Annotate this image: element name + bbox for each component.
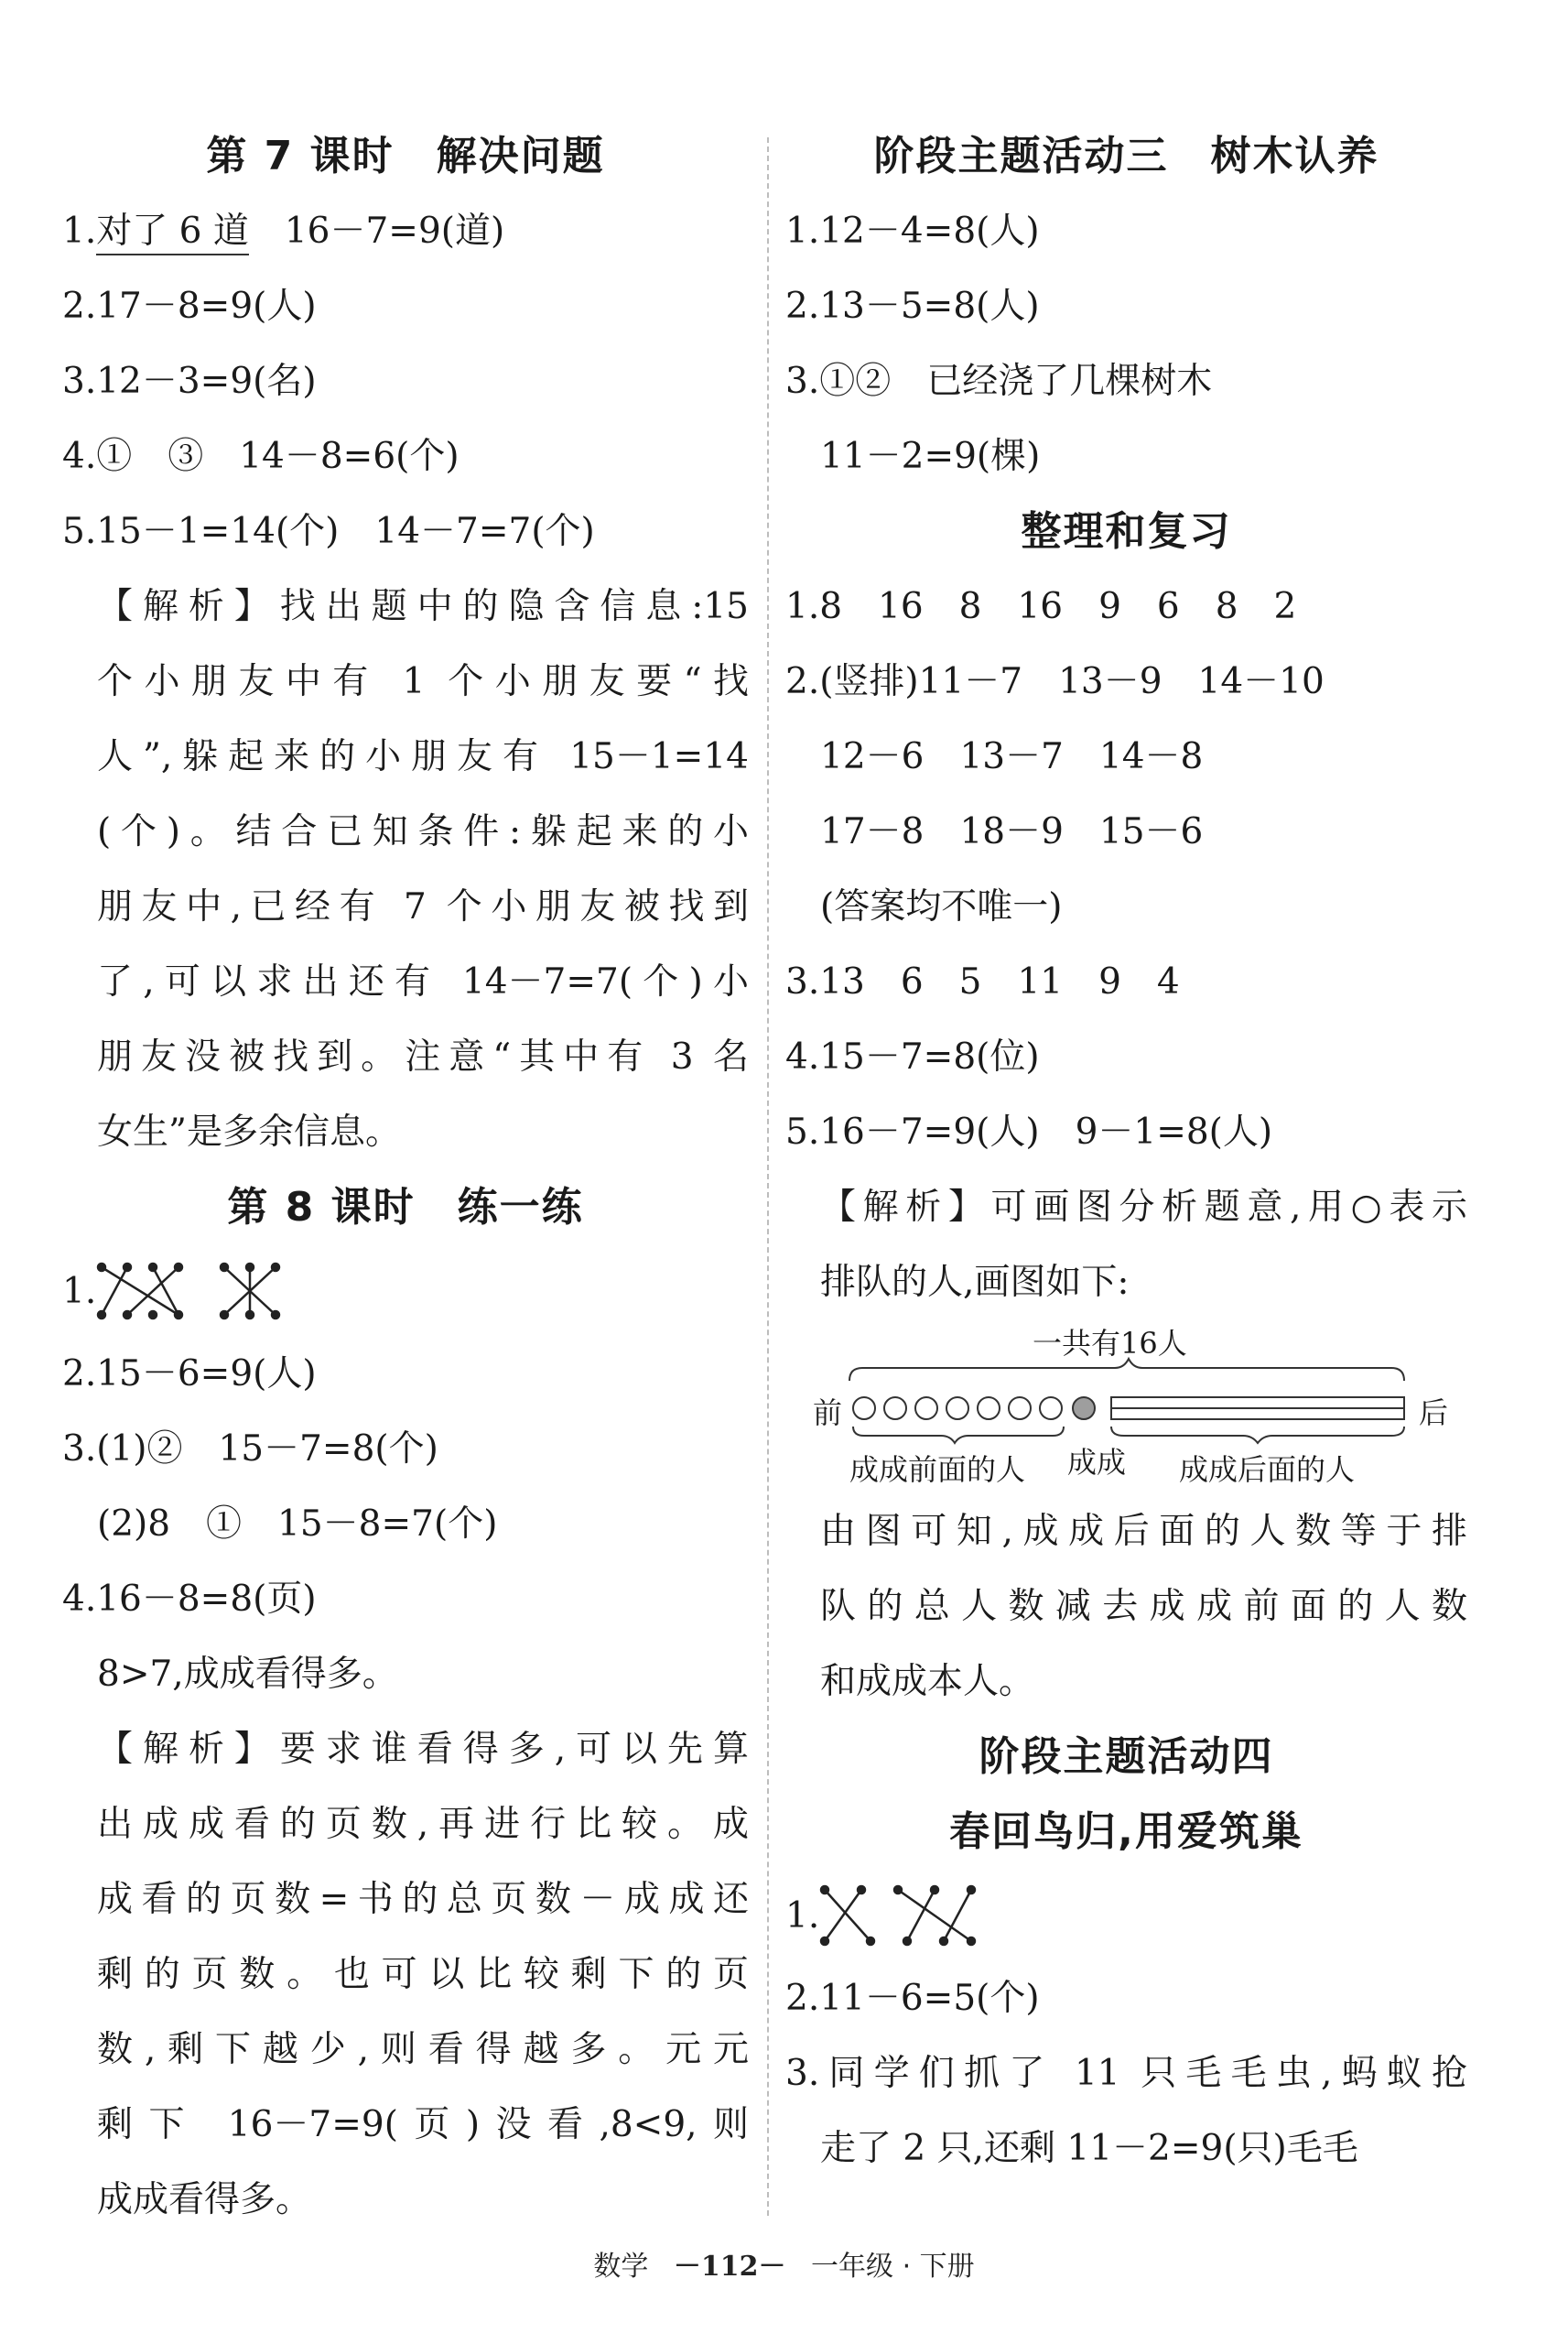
activity-4-answer-2: 2.11－6=5(个) bbox=[785, 1978, 1040, 2019]
review-answer-5: 5.16－7=9(人) 9－1=8(人) bbox=[785, 1112, 1273, 1153]
activity-4-heading: 阶段主题活动四 bbox=[979, 1733, 1274, 1780]
review-heading: 整理和复习 bbox=[1021, 508, 1232, 555]
analysis-line: 排队的人,画图如下: bbox=[820, 1262, 1130, 1303]
analysis-line: 数,剩下越少,则看得越多。元元 bbox=[97, 2029, 749, 2070]
analysis-line: 个小朋友中有 1 个小朋友要“找 bbox=[97, 661, 749, 702]
page-footer bbox=[0, 2243, 1568, 2284]
analysis-line: 剩下 16－7=9(页)没看,8<9,则 bbox=[97, 2104, 749, 2145]
back-label: 后 bbox=[1419, 1395, 1449, 1430]
analysis-line: 队的总人数减去成成前面的人数 bbox=[820, 1586, 1467, 1627]
answer-1: 1.对了 6 道 16－7=9(道) bbox=[62, 194, 749, 269]
activity-4-answer-3-cont: 走了 2 只,还剩 11－2=9(只)毛毛 bbox=[820, 2128, 1358, 2169]
review-answer-2d: (答案均不唯一) bbox=[820, 886, 1063, 928]
activity-answer-3: 3.①② 已经浇了几棵树木 bbox=[785, 361, 1213, 402]
analysis-line: 【解析】找出题中的隐含信息:15 bbox=[97, 586, 749, 627]
analysis-line: 由图可知,成成后面的人数等于排 bbox=[820, 1511, 1467, 1552]
activity-answer-2: 2.13－5=8(人) bbox=[785, 286, 1040, 327]
analysis-line: 出成成看的页数,再进行比较。成 bbox=[97, 1804, 749, 1845]
analysis-line: 了,可以求出还有 14－7=7(个)小 bbox=[97, 961, 749, 1003]
practice-answer-3a: 3.(1)② 15－7=8(个) bbox=[62, 1428, 438, 1470]
matching-answer-activity-4: 1. bbox=[785, 1870, 1467, 1961]
chengcheng-label: 成成 bbox=[1067, 1445, 1127, 1480]
footer-subject: 数学 bbox=[593, 2251, 649, 2283]
review-answer-2c: 17－8 18－9 15－6 bbox=[820, 811, 1204, 852]
total-label: 一共有16人 bbox=[1033, 1326, 1187, 1361]
analysis-line: 朋友中,已经有 7 个小朋友被找到 bbox=[97, 886, 749, 928]
review-answer-2b: 12－6 13－7 14－8 bbox=[820, 736, 1204, 777]
review-answer-4: 4.15－7=8(位) bbox=[785, 1036, 1040, 1078]
analysis-line: 人”,躲起来的小朋友有 15－1=14 bbox=[97, 736, 749, 777]
answer-4: 4.① ③ 14－8=6(个) bbox=[62, 436, 460, 477]
activity-3-heading: 阶段主题活动三 树木认养 bbox=[873, 133, 1379, 179]
page-number: －112－ bbox=[673, 2251, 786, 2283]
matching-answer-1: 1. bbox=[62, 1245, 749, 1337]
answer-5: 5.15－1=14(个) 14－7=7(个) bbox=[62, 511, 595, 552]
activity-answer-3b: 11－2=9(棵) bbox=[820, 436, 1041, 477]
analysis-line: 剩的页数。也可以比较剩下的页 bbox=[97, 1954, 749, 1995]
front-label: 前 bbox=[813, 1395, 843, 1430]
analysis-line: (个)。结合已知条件:躲起来的小 bbox=[97, 811, 749, 852]
right-column bbox=[785, 119, 1467, 2187]
practice-answer-4b: 8>7,成成看得多。 bbox=[97, 1654, 398, 1695]
footer-grade: 一年级 · 下册 bbox=[811, 2251, 975, 2283]
lesson-8-heading: 第 8 课时 练一练 bbox=[227, 1184, 584, 1231]
analysis-line: 【解析】要求谁看得多,可以先算 bbox=[97, 1729, 749, 1770]
analysis-line: 成看的页数=书的总页数－成成还 bbox=[97, 1879, 749, 1920]
review-answer-1: 1.8 16 8 16 9 6 8 2 bbox=[785, 586, 1297, 627]
activity-4-answer-3: 3.同学们抓了 11 只毛毛虫,蚂蚁抢 bbox=[785, 2053, 1467, 2094]
answer-3: 3.12－3=9(名) bbox=[62, 361, 317, 402]
analysis-line: 女生”是多余信息。 bbox=[97, 1112, 401, 1153]
practice-answer-2: 2.15－6=9(人) bbox=[62, 1353, 317, 1394]
activity-answer-1: 1.12－4=8(人) bbox=[785, 211, 1040, 252]
analysis-line: 成成看得多。 bbox=[97, 2179, 312, 2220]
analysis-line: 朋友没被找到。注意“其中有 3 名 bbox=[97, 1036, 749, 1078]
activity-4-subheading: 春回鸟归,用爱筑巢 bbox=[949, 1808, 1303, 1855]
analysis-line: 和成成本人。 bbox=[820, 1661, 1035, 1702]
review-answer-3: 3.13 6 5 11 9 4 bbox=[785, 961, 1180, 1003]
underlined-answer: 对了 6 道 bbox=[96, 211, 249, 255]
left-column bbox=[62, 119, 749, 2238]
answer-2: 2.17－8=9(人) bbox=[62, 286, 317, 327]
column-divider bbox=[767, 137, 769, 2216]
practice-answer-4: 4.16－8=8(页) bbox=[62, 1579, 317, 1620]
lesson-7-heading: 第 7 课时 解决问题 bbox=[206, 133, 605, 179]
after-label: 成成后面的人 bbox=[1179, 1452, 1356, 1487]
practice-answer-3b: (2)8 ① 15－8=7(个) bbox=[97, 1503, 498, 1545]
matching-lines-figure bbox=[819, 1879, 1039, 1952]
matching-lines-figure bbox=[96, 1254, 334, 1328]
analysis-line: 【解析】可画图分析题意,用○表示 bbox=[820, 1187, 1467, 1228]
queue-diagram bbox=[813, 1320, 1467, 1494]
before-label: 成成前面的人 bbox=[849, 1452, 1026, 1487]
review-answer-2: 2.(竖排)11－7 13－9 14－10 bbox=[785, 661, 1325, 702]
